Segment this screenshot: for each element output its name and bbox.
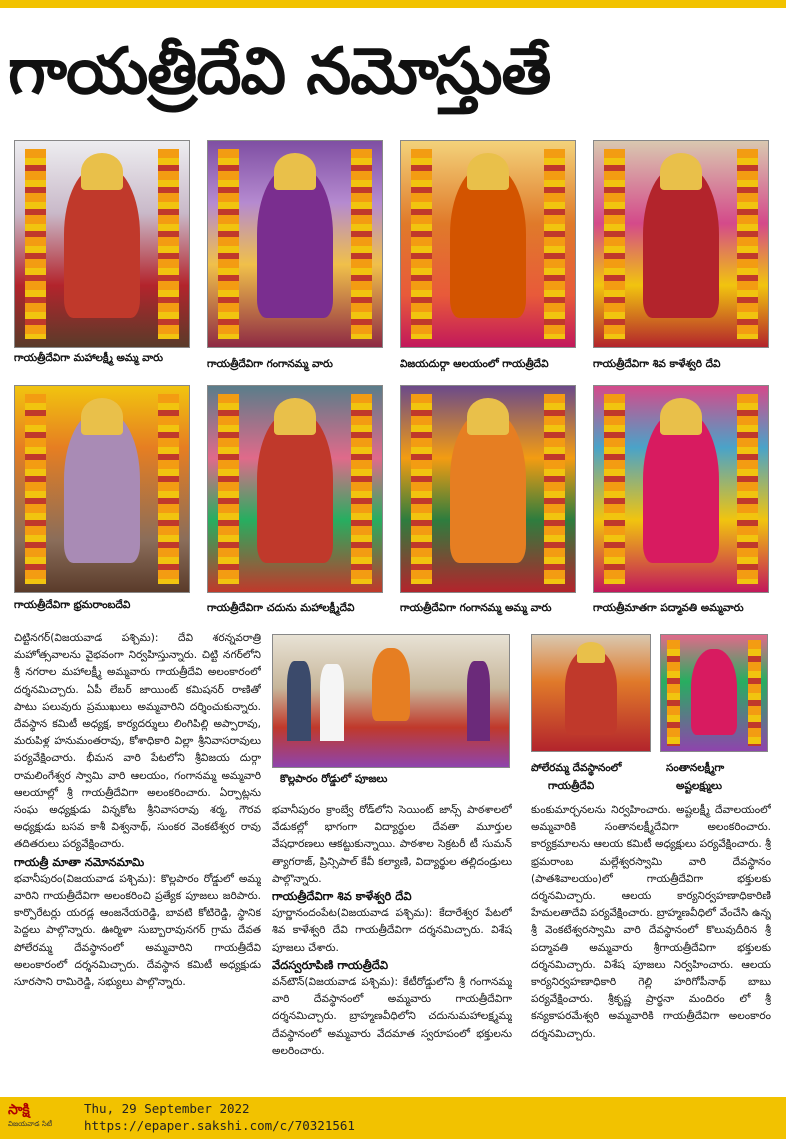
photo-kollapparam-group xyxy=(272,634,510,768)
article-paragraph: కుంకుమార్చనలను నిర్వహించారు. అష్టలక్ష్మీ దేవాలయంలో అమ్మవారికి సంతానలక్ష్మీదేవిగా అలంకరించారు. కార్యక్రమాలను ఆలయ కమిటీ అధ్యక్షులు పర్యవేక్షించారు. శ్రీ భ్రమరాంబ మల్లేశ్వరస్వామి వారి దేవస్థానం (పాతశివాలయం)లో గాయత్రీదేవిగా భక్తులకు దర్శనమిచ్చారు. ఆలయ కార్యనిర్వహణాధికారిణి హేమలతాదేవి పర్యవేక్షించారు. బ్రాహ్మణవీధిలో వేంచేసి ఉన్న శ్రీ వెంకటేశ్వరస్వామి వారి దేవస్థానంలో కొలువుదీరిన శ్రీ పద్మావతి అమ్మవారు శ్రీగాయత్రీదేవిగా భక్తులకు దర్శనమిచ్చారు. విశేష పూజలు నిర్వహించారు. ఆలయ కార్యనిర్వహణాధికారి గెల్లి హరిగోపీనాథ్ బాబు పర్యవేక్షించారు. శ్రీకృష్ణ ప్రార్థనా మందిరం లో శ్రీ కన్యకాపరమేశ్వరి అమ్మవారికి గాయత్రీదేవిగా అలంకారం దర్శనమిచ్చారు. xyxy=(531,804,771,1040)
photo-caption: విజయదుర్గా ఆలయంలో గాయత్రీదేవి xyxy=(400,358,549,370)
sakshi-logo xyxy=(8,1101,70,1135)
article-subhead: గాయత్రీ మాతా నమోనమామి xyxy=(14,854,145,869)
photo-caption: గాయత్రీదేవిగా భ్రమరాంబదేవి xyxy=(14,599,131,611)
photo-caption: గాయత్రీదేవిగా మహాలక్ష్మీ అమ్మ వారు xyxy=(14,352,164,364)
edition-date: Thu, 29 September 2022 xyxy=(84,1101,250,1116)
photo-caption: కొల్లపారం రోడ్డులో పూజలు xyxy=(280,773,388,785)
epaper-footer xyxy=(0,1097,786,1139)
article-subhead: గాయత్రీదేవిగా శివ కాళేశ్వరి దేవి xyxy=(272,889,412,904)
photo-caption: గాయత్రీమాతగా పద్మావతి అమ్మవారు xyxy=(593,602,744,614)
photo-gangamma-amma xyxy=(400,385,576,593)
photo-padmavathi xyxy=(593,385,769,593)
article-paragraph: చిట్టినగర్(విజయవాడ పశ్చిమ): దేవి శరన్నవరాత్రి మహోత్సవాలను వైభవంగా నిర్వహిస్తున్నారు. చిట్టి నగర్‌లోని శ్రీ నగరాల మహాలక్ష్మీ అమ్మవారు గాయత్రీదేవి అలంకారంలో దర్శనమిచ్చారు. ఏపీ లేబర్ జాయింట్ కమిషనర్ రాణితో పాటు పలువురు ప్రముఖులు అమ్మవారిని దర్శించుకున్నారు. దేవస్థాన కమిటీ అధ్యక్ష, కార్యదర్శులు లింగిపిల్లి అప్పారావు, మరుపిళ్ల హనుమంతరావు, కోశాధికారి విల్లా శ్రీనివాసరావులు పర్యవేక్షించారు. భీమన వారి పేటలోని శ్రీవిజయ దుర్గా రామలింగేశ్వర స్వామి వారి ఆలయం, గంగానమ్మ అమ్మవారి ఆలయాల్లో శ్రీ గాయత్రీదేవిగా అలంకరించారు. ఏర్పాట్లను సంఘ అధ్యక్షుడు విన్నకోట శ్రీనివాసరావు శర్మ, గౌరవ అధ్యక్షుడు బసవ కాశీ విశ్వనాథ్, సుంకర వెంకటేశ్వర రావు తదితరులు పర్యవేక్షించారు. xyxy=(14,632,261,851)
photo-chadunu-mahalakshmi xyxy=(207,385,383,593)
article-column-1 xyxy=(14,630,261,1092)
top-accent-bar xyxy=(0,0,786,8)
photo-caption: గాయత్రీదేవి xyxy=(548,780,595,792)
photo-sivakaleswari xyxy=(593,140,769,348)
photo-caption: పోలేరమ్మ దేవస్థానంలో xyxy=(531,762,622,774)
photo-caption: గాయత్రీదేవిగా శివ కాళేశ్వరి దేవి xyxy=(593,358,721,370)
article-subhead: వేదస్వరూపిణి గాయత్రీదేవి xyxy=(272,957,389,972)
photo-mahalakshmi xyxy=(14,140,190,348)
photo-caption: సంతానలక్ష్మీగా xyxy=(666,762,725,774)
photo-caption: గాయత్రీదేవిగా గంగానమ్మ వారు xyxy=(207,358,333,370)
article-paragraph: భవానీపురం(విజయవాడ పశ్చిమ): కొల్లపారం రోడ్డులో అమ్మ వారిని గాయత్రీదేవిగా అలంకరించి ప్రత్యేక పూజలు జరిపారు. కార్పొరేటర్లు యరడ్ల ఆంజనేయరెడ్డి, బావటి కోటిరెడ్డి, స్థానిక పెద్దలు పాల్గొన్నారు. ఊర్మిళా సుబ్బారావునగర్ గ్రామ దేవత పోలేరమ్మ దేవస్థానంలో అమ్మవారిని గాయత్రీదేవి అలంకారంలో దర్శనమిచ్చారు. దేవస్థాన కమిటీ అధ్యక్షుడు సూరసాని రామిరెడ్డి, సభ్యులు పాల్గొన్నారు. xyxy=(14,872,261,989)
photo-bhramarambika xyxy=(14,385,190,593)
article-paragraph: వన్‌టౌన్(విజయవాడ పశ్చిమ): కేటీరోడ్డులోని శ్రీ గంగానమ్మ వారి దేవస్థానంలో అమ్మవారు గాయత్రీదేవిగా దర్శనమిచ్చారు. బ్రాహ్మణవీధిలోని చదునుమహాలక్ష్మమ్మ దేవస్థానంలో అమ్మవారు వేదమాత స్వరూపంలో భక్తులను అలరించారు. xyxy=(272,976,512,1057)
photo-caption: అష్టలక్ష్ములు xyxy=(676,780,722,792)
article-column-3 xyxy=(531,802,771,1092)
logo-text: సాక్షి xyxy=(8,1102,30,1118)
article-paragraph: పూర్ణానందంపేట(విజయవాడ పశ్చిమ): కేదారేశ్వర పేటలో శివ కాళేశ్వరి దేవి గాయత్రీదేవిగా దర్శనమిచ్చారు. విశేష పూజలు చేశారు. xyxy=(272,907,512,954)
logo-subtext: విజయవాడ సిటీ xyxy=(8,1120,53,1128)
page-headline: గాయత్రీదేవి నమోస్తుతే xyxy=(8,35,551,109)
article-paragraph: భవానీపురం క్రాంబ్వే రోడ్‌లోని సెయింట్ జాన్స్ పాఠశాలలో వేడుకల్లో భాగంగా విద్యార్థుల దేవతా మూర్తుల వేషధారణలు ఆకట్టుకున్నాయి. పాఠశాల సెక్రటరీ టీ సుమన్ త్యాగరాజ్, ప్రిన్సిపాల్ కేవీ కల్యాణి, విద్యార్థుల తల్లిదండ్రులు పాల్గొన్నారు. xyxy=(272,804,512,885)
photo-caption: గాయత్రీదేవిగా గంగానమ్మ అమ్మ వారు xyxy=(400,602,552,614)
epaper-link[interactable]: https://epaper.sakshi.com/c/70321561 xyxy=(84,1118,355,1133)
photo-gangamma xyxy=(207,140,383,348)
photo-caption: గాయత్రీదేవిగా చదును మహాలక్ష్మీదేవి xyxy=(207,602,355,614)
photo-vijayadurga xyxy=(400,140,576,348)
article-column-2 xyxy=(272,802,512,1092)
photo-poleramma xyxy=(531,634,651,752)
photo-santhanalakshmi xyxy=(660,634,768,752)
